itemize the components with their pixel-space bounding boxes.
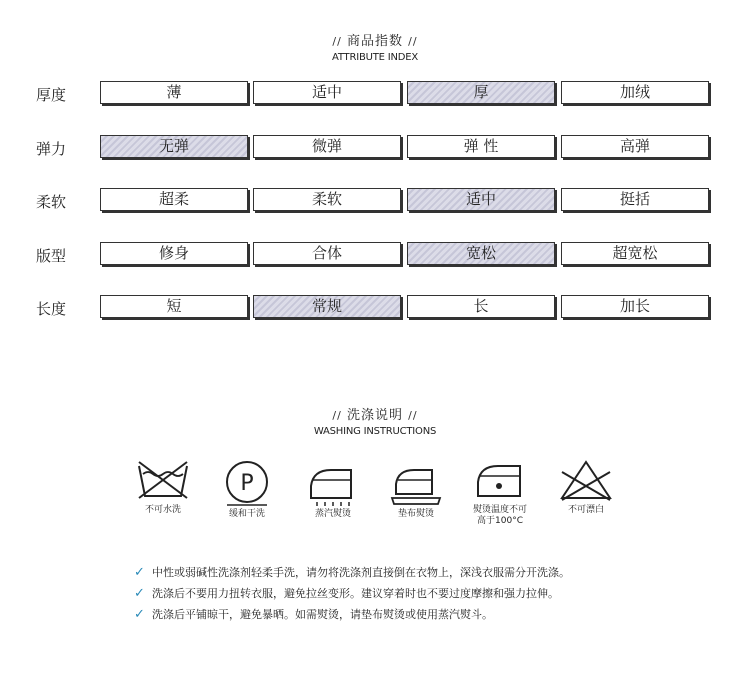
attribute-row-length <box>0 295 750 321</box>
attribute-option: 加绒 <box>561 81 709 104</box>
attribute-option: 微弹 <box>253 135 401 158</box>
no-water-wash-icon <box>135 458 191 502</box>
attribute-option: 高弹 <box>561 135 709 158</box>
iron-temp-icon <box>472 458 528 502</box>
attribute-title-zh: 商品指数 <box>346 34 403 49</box>
attribute-row-softness <box>0 188 750 214</box>
icon-caption: 缓和干洗 <box>228 509 265 519</box>
attribute-option: 宽松 <box>407 242 555 265</box>
attribute-option: 修身 <box>100 242 248 265</box>
attribute-label: 版型 <box>36 247 67 265</box>
attribute-option: 挺括 <box>561 188 709 211</box>
icon-caption-line1: 熨烫温度不可 <box>472 505 527 515</box>
attribute-option: 适中 <box>407 188 555 211</box>
icon-caption: 不可水洗 <box>144 505 181 515</box>
note-text: 洗涤后不要用力扭转衣服，避免拉丝变形。建议穿着时也不要过度摩擦和强力拉伸。 <box>152 587 559 600</box>
attribute-row-elasticity <box>0 135 750 161</box>
slash-left: // <box>332 409 342 422</box>
slash-right: // <box>408 409 418 422</box>
dry-clean <box>202 458 292 520</box>
icon-caption: 垫布熨烫 <box>397 509 434 519</box>
icon-caption: 蒸汽熨烫 <box>314 509 351 519</box>
attribute-option: 薄 <box>100 81 248 104</box>
check-icon: ✓ <box>134 607 145 622</box>
note-text: 洗涤后平铺晾干，避免暴晒。如需熨烫，请垫布熨烫或使用蒸汽熨斗。 <box>152 608 493 621</box>
washing-notes <box>134 562 734 625</box>
dry-clean-symbol: P <box>240 471 254 496</box>
attribute-option: 无弹 <box>100 135 248 158</box>
attribute-option: 超柔 <box>100 188 248 211</box>
attribute-option: 长 <box>407 295 555 318</box>
washing-icons <box>0 458 750 538</box>
attribute-option: 厚 <box>407 81 555 104</box>
attribute-option: 短 <box>100 295 248 318</box>
attribute-option: 加长 <box>561 295 709 318</box>
no-water-wash <box>118 458 208 516</box>
attribute-label: 长度 <box>36 300 67 318</box>
check-icon: ✓ <box>134 565 145 580</box>
note-text: 中性或弱碱性洗涤剂轻柔手洗，请勿将洗涤剂直接倒在衣物上，深浅衣服需分开洗涤。 <box>152 566 570 579</box>
no-bleach <box>541 458 631 516</box>
steam-iron-icon <box>305 458 361 506</box>
no-bleach-icon <box>558 458 614 502</box>
cloth-iron-icon <box>388 458 444 506</box>
attribute-row-thickness <box>0 81 750 107</box>
dry-clean-p-icon <box>219 458 275 506</box>
iron-temp <box>455 458 545 527</box>
washing-section-title <box>0 404 750 437</box>
washing-title-zh: 洗涤说明 <box>346 408 403 423</box>
attribute-option: 适中 <box>253 81 401 104</box>
attribute-label: 弹力 <box>36 140 67 158</box>
note-item <box>134 583 734 604</box>
slash-left: // <box>332 35 342 48</box>
attribute-title-en: ATTRIBUTE INDEX <box>331 52 419 63</box>
check-icon: ✓ <box>134 586 145 601</box>
attribute-option: 合体 <box>253 242 401 265</box>
steam-iron <box>288 458 378 520</box>
attribute-label: 厚度 <box>36 86 67 104</box>
icon-caption: 不可漂白 <box>567 505 604 515</box>
note-item <box>134 604 734 625</box>
attribute-option: 柔软 <box>253 188 401 211</box>
attribute-row-fit <box>0 242 750 268</box>
attribute-label: 柔软 <box>36 193 67 211</box>
icon-caption-line2: 高于100°C <box>477 516 523 526</box>
attribute-option: 常规 <box>253 295 401 318</box>
attribute-section-title <box>0 30 750 63</box>
attribute-option: 超宽松 <box>561 242 709 265</box>
washing-title-en: WASHING INSTRUCTIONS <box>313 426 437 437</box>
slash-right: // <box>408 35 418 48</box>
cloth-iron <box>371 458 461 520</box>
note-item <box>134 562 734 583</box>
attribute-option: 弹 性 <box>407 135 555 158</box>
